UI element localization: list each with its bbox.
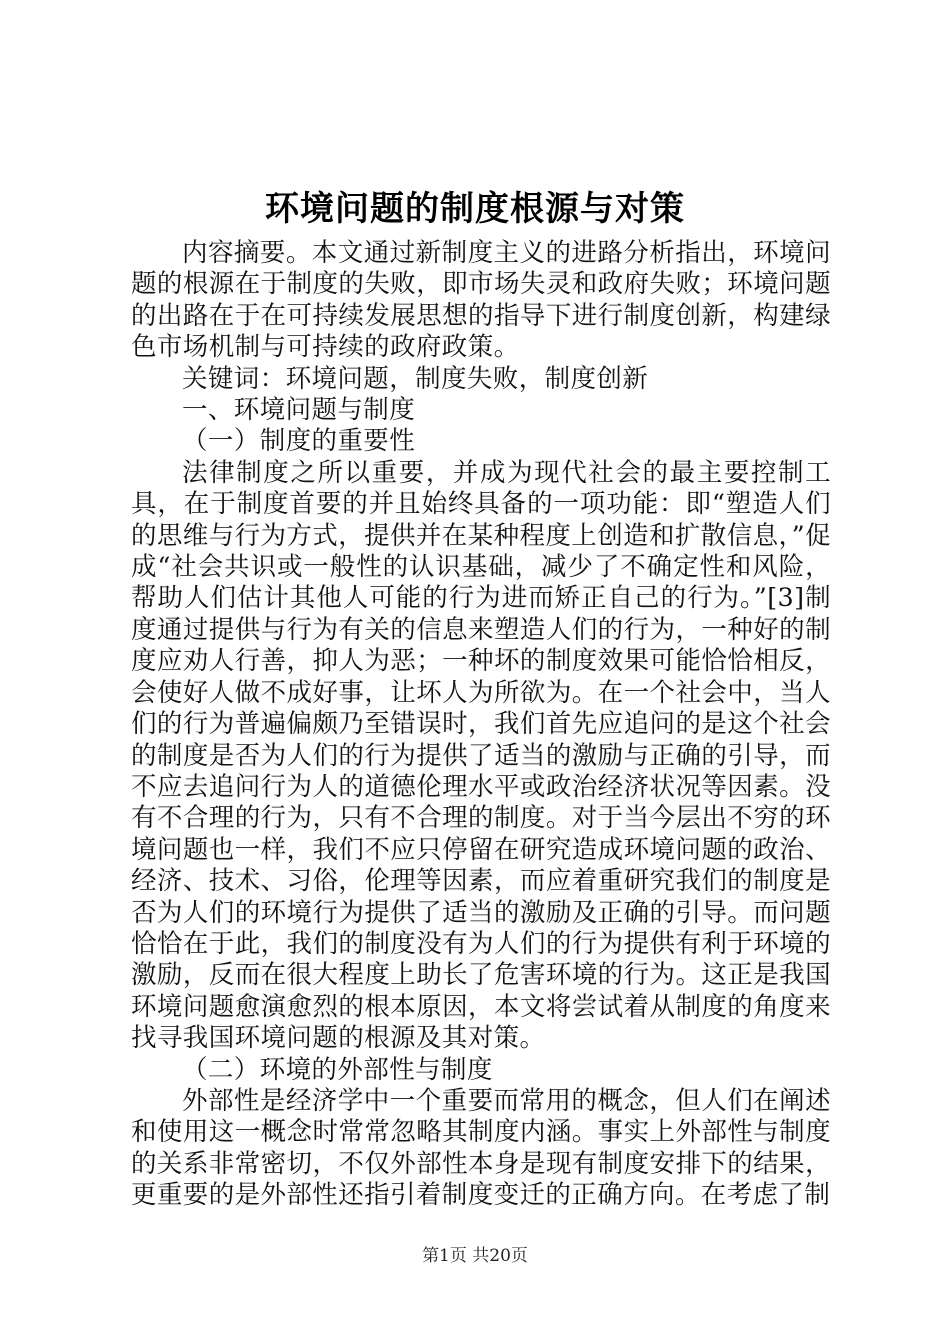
section-heading: 一、环境问题与制度 [182,395,416,426]
document-title: 环境问题的制度根源与对策 [265,189,685,229]
document-body [131,238,831,1212]
abstract-paragraph: 内容摘要。本文通过新制度主义的进路分析指出，环境问题的根源在于制度的失败，即市场失灵和政府失败；环境问题的出路在于在可持续发展思想的指导下进行制度创新，构建绿色市场机制与可持续的政府政策。 [131,238,831,363]
body-paragraph: 外部性是经济学中一个重要而常用的概念，但人们在阐述和使用这一概念时常常忽略其制度内涵。事实上外部性与制度的关系非常密切，不仅外部性本身是现有制度安排下的结果，更重要的是外部性还指引着制度变迁的正确方向。在考虑了制 [131,1085,831,1211]
body-paragraph: 法律制度之所以重要，并成为现代社会的最主要控制工具，在于制度首要的并且始终具备的一项功能：即“塑造人们的思维与行为方式，提供并在某种程度上创造和扩散信息，”促成“社会共识或一般性的认识基础，减少了不确定性和风险，帮助人们估计其他人可能的行为进而矫正自己的行为。”[3]制度通过提供与行为有关的信息来塑造人们的行为，一种好的制度应劝人行善，抑人为恶；一种坏的制度效果可能恰恰相反，会使好人做不成好事，让坏人为所欲为。在一个社会中，当人们的行为普遍偏颇乃至错误时，我们首先应追问的是这个社会的制度是否为人们的行为提供了适当的激励与正确的引导，而不应去追问行为人的道德伦理水平或政治经济状况等因素。没有不合理的行为，只有不合理的制度。对于当今层出不穷的环境问题也一样，我们不应只停留在研究造成环境问题的政治、经济、技术、习俗，伦理等因素，而应着重研究我们的制度是否为人们的环境行为提供了适当的激励及正确的引导。而问题恰恰在于此，我们的制度没有为人们的行为提供有利于环境的激励，反而在很大程度上助长了危害环境的行为。这正是我国环境问题愈演愈烈的根本原因，本文将尝试着从制度的角度来找寻我国环境问题的根源及其对策。 [131,457,831,1054]
keywords-line: 关键词：环境问题，制度失败，制度创新 [182,363,649,394]
subsection-heading: （二）环境的外部性与制度 [182,1054,493,1085]
page-footer: 第1页 共20页 [422,1246,528,1266]
subsection-heading: （一）制度的重要性 [182,426,416,457]
